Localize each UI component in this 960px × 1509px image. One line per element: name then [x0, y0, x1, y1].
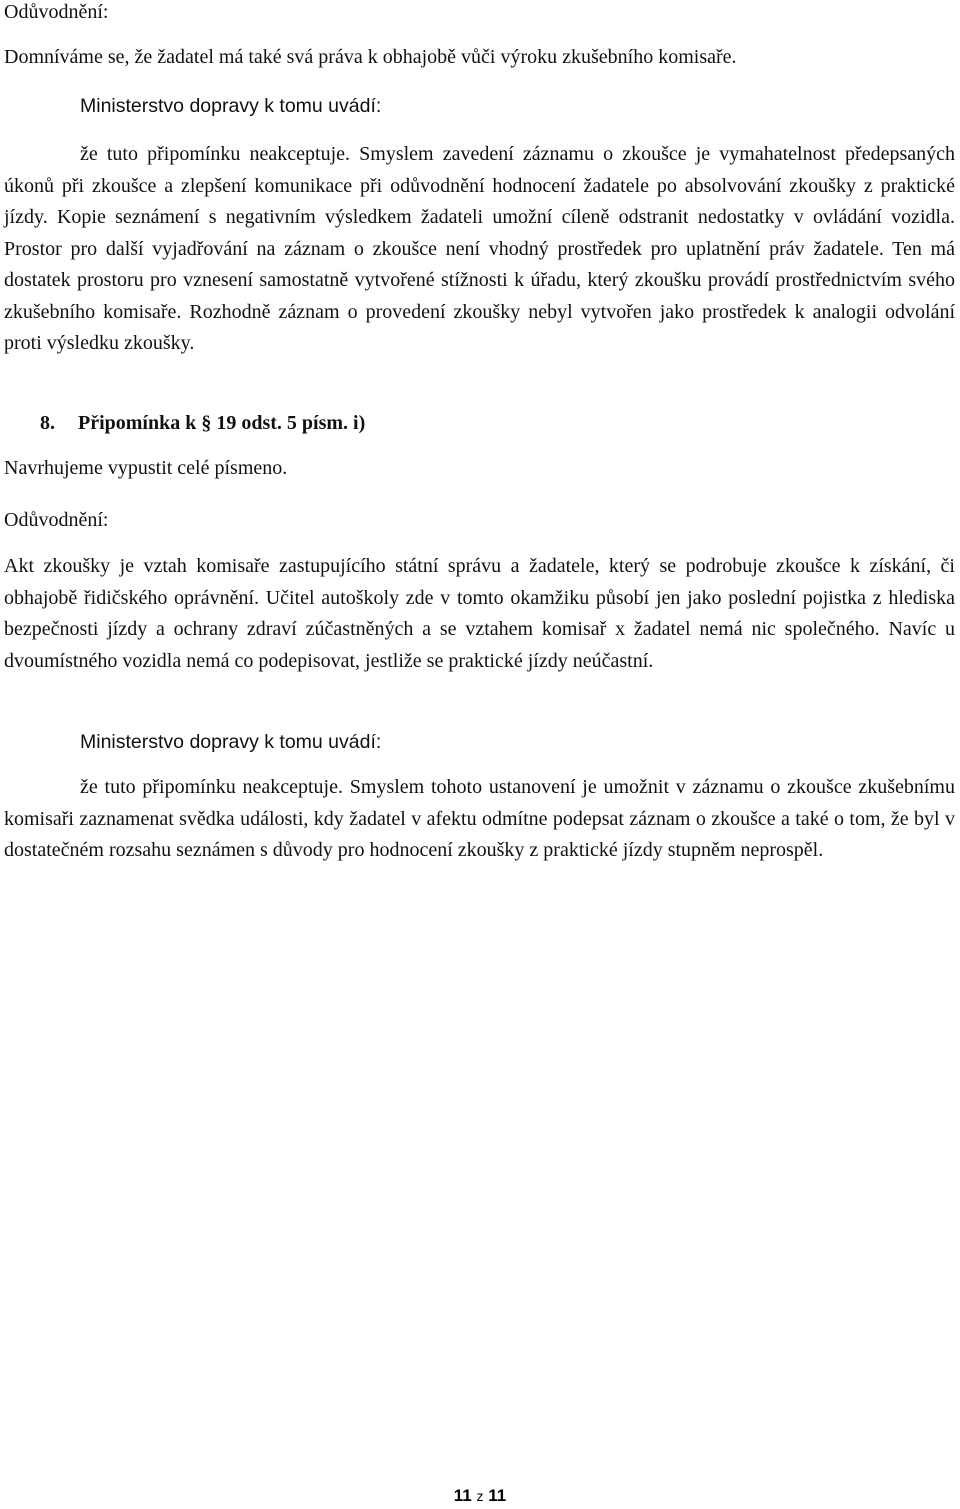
- section-title: Připomínka k § 19 odst. 5 písm. i): [78, 412, 366, 434]
- page-number-footer: [0, 1486, 960, 1506]
- justification-label: Odůvodnění:: [4, 1, 109, 23]
- section-number: 8.: [40, 412, 55, 434]
- section-heading: [4, 411, 955, 435]
- ministry-label: Ministerstvo dopravy k tomu uvádí:: [80, 95, 382, 117]
- paragraph: Domníváme se, že žadatel má také svá práva k obhajobě vůči výroku zkušebního komisaře.: [4, 46, 737, 68]
- justification-label: Odůvodnění:: [4, 509, 109, 531]
- paragraph: Akt zkoušky je vztah komisaře zastupujícího státní správu a žadatele, který se podrobuje zkoušce k získání, či obhajobě řidičského oprávnění. Učitel autoškoly zde v tomto okamžiku působí jen jako poslední pojistka z hlediska bezpečnosti jízdy a ochrany zdraví zúčastněných a se vztahem komisař x žadatel nemá nic společného. Navíc u dvoumístného vozidla nemá co podepisovat, jestliže se praktické jízdy neúčastní.: [4, 555, 955, 672]
- paragraph: Navrhujeme vypustit celé písmeno.: [4, 457, 288, 479]
- current-page-number: 11: [453, 1486, 472, 1505]
- paragraph: že tuto připomínku neakceptuje. Smyslem tohoto ustanovení je umožnit v záznamu o zkoušce zkušebnímu komisaři zaznamenat svědka události, kdy žadatel v afektu odmítne podepsat záznam o zkoušce a také o tom, že byl v dostatečném rozsahu seznámen s důvody pro hodnocení zkoušky z praktické jízdy stupněm neprospěl.: [4, 776, 955, 861]
- total-pages-number: 11: [488, 1486, 507, 1505]
- paragraph: že tuto připomínku neakceptuje. Smyslem zavedení záznamu o zkoušce je vymahatelnost předepsaných úkonů při zkoušce a zlepšení komunikace při odůvodnění hodnocení žadatele po absolvování zkoušky z praktické jízdy. Kopie seznámení s negativním výsledkem žadateli umožní cíleně odstranit nedostatky v ovládání vozidla. Prostor pro další vyjadřování na záznam o zkoušce není vhodný prostředek pro uplatnění práv žadatele. Ten má dostatek prostoru pro vznesení samostatně vytvořené stížnosti k úřadu, který zkoušku provádí prostřednictvím svého zkušebního komisaře. Rozhodně záznam o provedení zkoušky nebyl vytvořen jako prostředek k analogii odvolání proti výsledku zkoušky.: [4, 143, 955, 354]
- ministry-label: Ministerstvo dopravy k tomu uvádí:: [80, 731, 382, 753]
- page-separator: z: [476, 1488, 484, 1504]
